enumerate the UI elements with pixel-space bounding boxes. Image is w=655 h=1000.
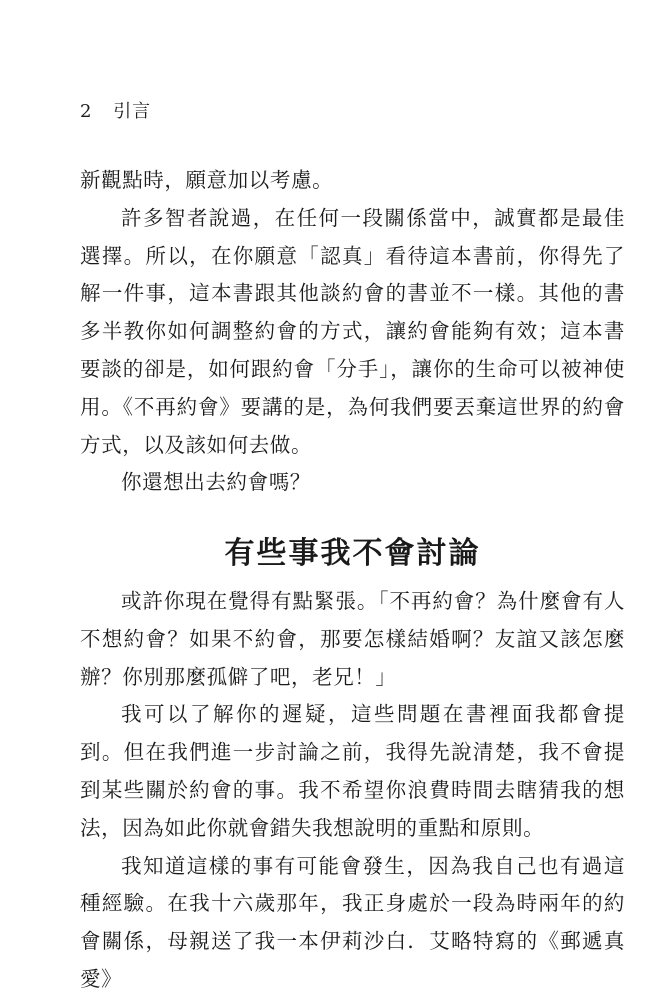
body-text-bottom — [80, 583, 625, 999]
paragraph: 或許你現在覺得有點緊張。「不再約會？為什麼會有人不想約會？如果不約會，那要怎樣結婚啊？友誼又該怎麼辦？你別那麼孤僻了吧，老兄！」 — [80, 589, 625, 689]
section-heading: 有些事我不會討論 — [224, 535, 481, 571]
chapter-title: 引言 — [113, 101, 152, 122]
paragraph: 新觀點時，願意加以考慮。 — [80, 168, 334, 192]
body-text-top — [80, 162, 625, 502]
paragraph: 許多智者說過，在任何一段關係當中，誠實都是最佳選擇。所以，在你願意「認真」看待這本書前，你得先了解一件事，這本書跟其他談約會的書並不一樣。其他的書多半教你如何調整約會的方式，讓約會能夠有效；這本書要談的卻是，如何跟約會「分手」，讓你的生命可以被神使用。《不再約會》要講的是，為何我們要丟棄這世界的約會方式，以及該如何去做。 — [80, 205, 625, 457]
paragraph: 你還想出去約會嗎？ — [121, 470, 311, 495]
paragraph: 我可以了解你的遲疑，這些問題在書裡面我都會提到。但在我們進一步討論之前，我得先說清楚，我不會提到某些關於約會的事。我不希望你浪費時間去瞎猜我的想法，因為如此你就會錯失我想說明的重點和原則。 — [80, 702, 625, 840]
paragraph: 我知道這樣的事有可能會發生，因為我自己也有過這種經驗。在我十六歲那年，我正身處於一段為時兩年的約會關係，母親送了我一本伊莉沙白．艾略特寫的《郵遞真愛》 — [80, 853, 625, 991]
running-head — [80, 100, 151, 124]
page-number: 2 — [80, 101, 93, 122]
